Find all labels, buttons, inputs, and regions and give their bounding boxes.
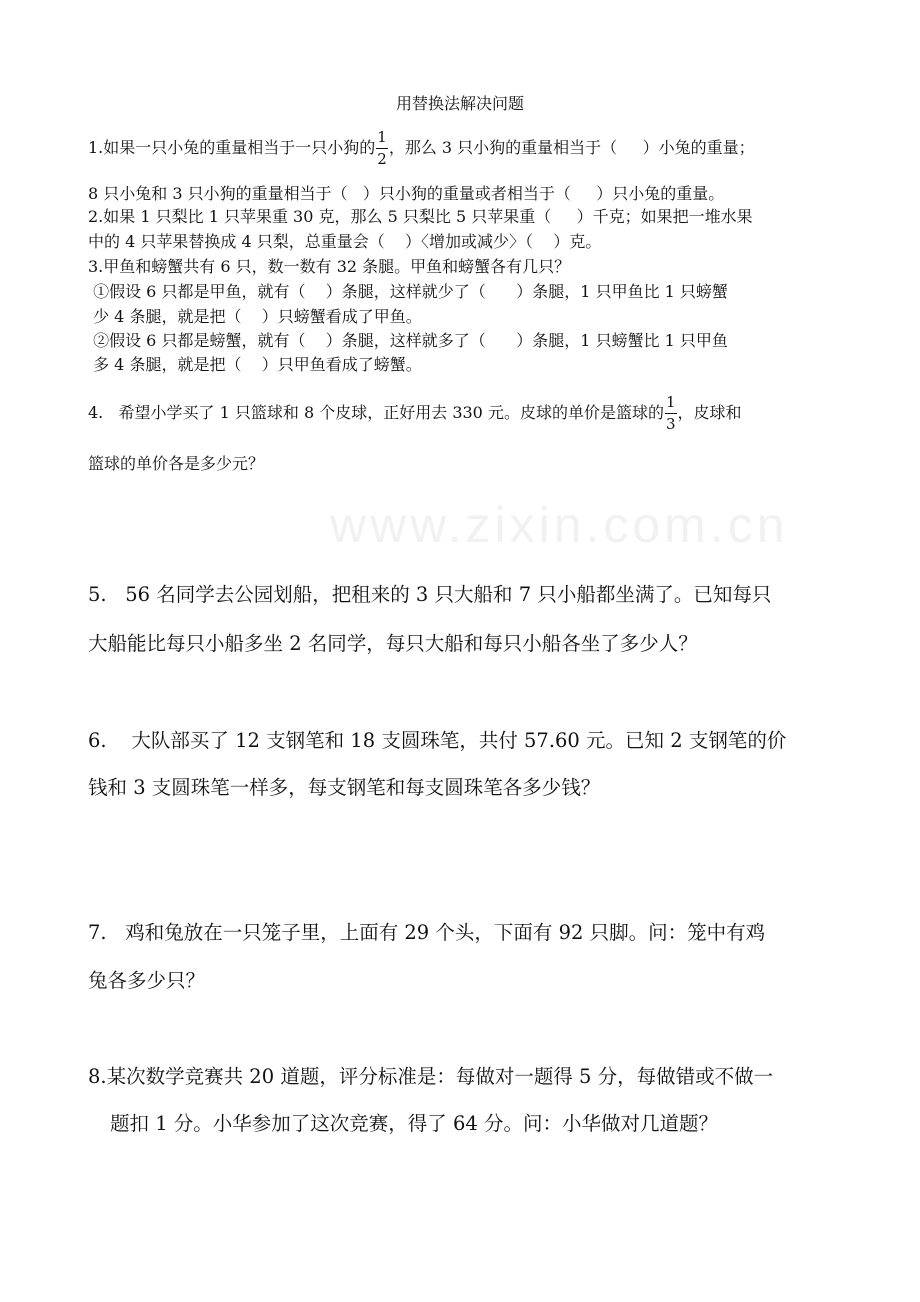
q8-line1: 8.某次数学竞赛共 20 道题，评分标准是：每做对一题得 5 分，每做错或不做一: [88, 1065, 774, 1088]
q7-line1: 7. 鸡和兔放在一只笼子里，上面有 29 个头，下面有 92 只脚。问：笼中有鸡: [88, 921, 766, 944]
fraction-denominator: 3: [665, 415, 676, 433]
q4-text-b: ，皮球和: [677, 403, 742, 422]
fraction-denominator: 2: [377, 150, 387, 168]
q3-line1: 3.甲鱼和螃蟹共有 6 只，数一数有 32 条腿。甲鱼和螃蟹各有几只？: [88, 257, 571, 276]
q2-line1: 2.如果 1 只梨比 1 只苹果重 30 克，那么 5 只梨比 5 只苹果重（ ）千克；如果把一堆水果: [88, 207, 753, 226]
q1-line1: [88, 130, 755, 167]
fraction-one-third: [665, 395, 677, 432]
q4-line2: 篮球的单价各是多少元？: [88, 454, 265, 473]
q1-line2: 8 只小兔和 3 只小狗的重量相当于（ ）只小狗的重量或者相当于（ ）只小兔的重量。: [88, 184, 725, 203]
q6-line1: 6. 大队部买了 12 支钢笔和 18 支圆珠笔，共付 57.60 元。已知 2 支钢笔的价: [88, 729, 787, 752]
q4-text-a: 4. 希望小学买了 1 只篮球和 8 个皮球，正好用去 330 元。皮球的单价是篮球的: [88, 403, 664, 422]
page-title: 用替换法解决问题: [395, 94, 524, 113]
q3-line5: 多 4 条腿，就是把（ ）只甲鱼看成了螃蟹。: [88, 355, 422, 374]
q3-line3: 少 4 条腿，就是把（ ）只螃蟹看成了甲鱼。: [88, 307, 422, 326]
q8-line2: 题扣 1 分。小华参加了这次竞赛，得了 64 分。问：小华做对几道题？: [110, 1112, 719, 1135]
q7-line2: 兔各多少只？: [88, 969, 206, 992]
q5-line2: 大船能比每只小船多坐 2 名同学，每只大船和每只小船各坐了多少人？: [88, 632, 698, 655]
q4-line1: [88, 395, 742, 432]
fraction-one-half: [376, 130, 388, 167]
q1-text-a: 1.如果一只小兔的重量相当于一只小狗的: [88, 138, 376, 157]
q5-line1: 5. 56 名同学去公园划船，把租来的 3 只大船和 7 只小船都坐满了。已知每只: [88, 583, 772, 606]
q1-text-b: ，那么 3 只小狗的重量相当于（ ）小兔的重量；: [388, 138, 755, 157]
q3-line4: ②假设 6 只都是螃蟹，就有（ ）条腿，这样就多了（ ）条腿，1 只螃蟹比 1 只甲鱼: [88, 331, 728, 350]
q2-line2: 中的 4 只苹果替换成 4 只梨，总重量会（ ）〈增加或减少〉（ ）克。: [88, 232, 602, 251]
watermark: www.zixin.com.cn: [330, 497, 789, 553]
fraction-numerator: 1: [376, 130, 388, 149]
fraction-numerator: 1: [665, 395, 677, 414]
q6-line2: 钱和 3 支圆珠笔一样多，每支钢笔和每支圆珠笔各多少钱？: [88, 776, 601, 799]
q3-line2: ①假设 6 只都是甲鱼，就有（ ）条腿，这样就少了（ ）条腿，1 只甲鱼比 1 只螃蟹: [88, 282, 728, 301]
